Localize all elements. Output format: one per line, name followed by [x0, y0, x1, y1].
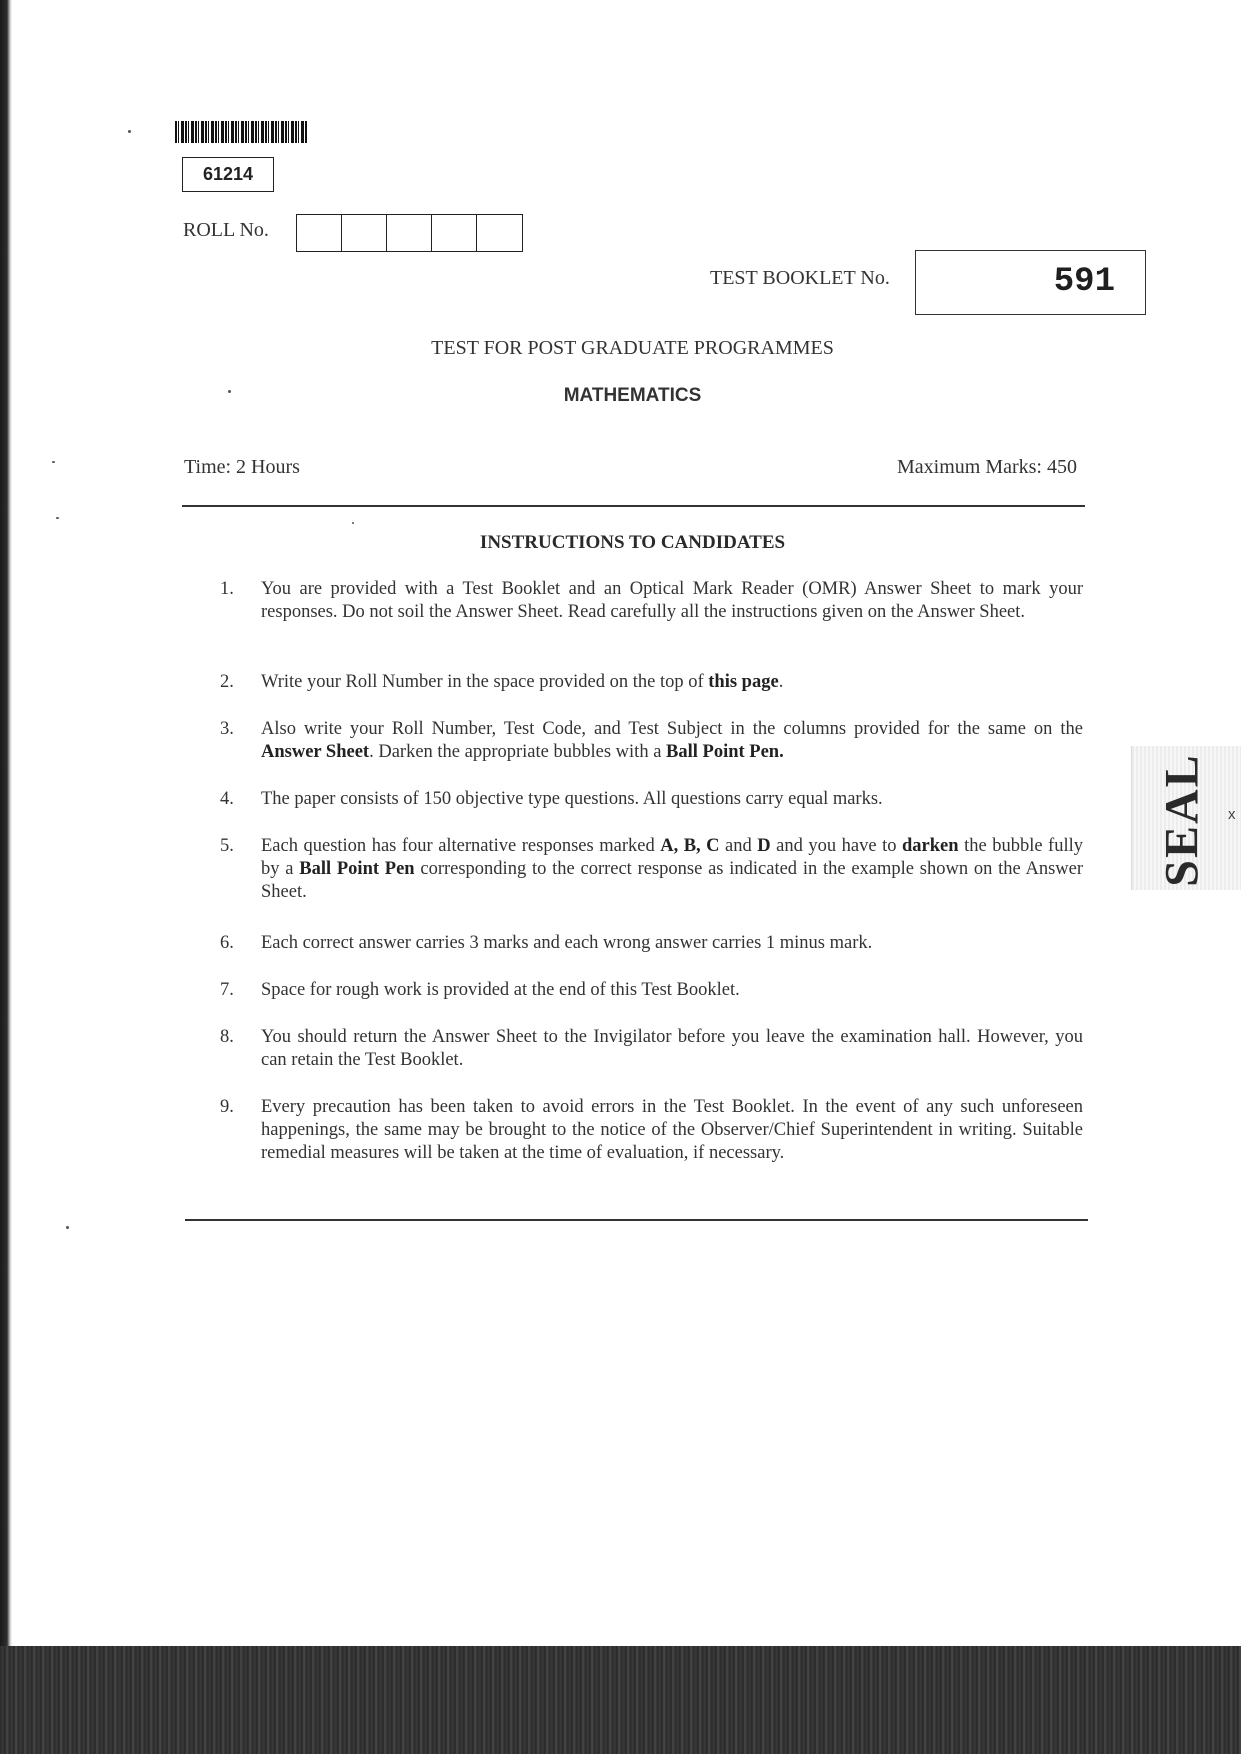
instruction-text: Write your Roll Number in the space provided on the top of this page.	[261, 672, 784, 692]
scan-bottom-strip	[0, 1646, 1241, 1754]
scan-speck	[128, 130, 131, 133]
instruction-item	[220, 932, 1083, 955]
instruction-number: 5.	[220, 836, 234, 856]
divider-bottom	[185, 1219, 1088, 1221]
instruction-item	[220, 979, 1083, 1002]
instruction-number: 8.	[220, 1027, 234, 1047]
instruction-text: Also write your Roll Number, Test Code, and Test Subject in the columns provided for the same on the Answer Sheet. Darken the appropriate bubbles with a Ball Point Pen.	[261, 719, 1083, 762]
seal-mark: x	[1228, 806, 1236, 823]
instruction-item	[220, 1026, 1083, 1072]
paper-code-box: 61214	[182, 157, 274, 192]
instruction-item	[220, 671, 1083, 694]
instruction-number: 1.	[220, 579, 234, 599]
instruction-text: The paper consists of 150 objective type questions. All questions carry equal marks.	[261, 789, 883, 809]
test-booklet-number: 591	[1053, 263, 1115, 301]
roll-digit-box	[387, 215, 432, 251]
instructions-heading: INSTRUCTIONS TO CANDIDATES	[479, 532, 786, 553]
scan-speck	[66, 1226, 69, 1229]
seal-label: SEAL	[1155, 753, 1209, 887]
maximum-marks: Maximum Marks: 450	[897, 456, 1077, 478]
scan-left-edge	[0, 0, 12, 1754]
roll-digit-box	[342, 215, 387, 251]
instruction-text: Each correct answer carries 3 marks and each wrong answer carries 1 minus mark.	[261, 933, 873, 953]
instruction-item	[220, 788, 1083, 811]
test-booklet-label: TEST BOOKLET No.	[710, 267, 890, 289]
instruction-item	[220, 1096, 1083, 1165]
roll-digit-box	[297, 215, 342, 251]
instruction-number: 2.	[220, 672, 234, 692]
instruction-text: Each question has four alternative responses marked A, B, C and D and you have to darken the bubble fully by a Ball Point Pen corresponding to the correct response as indicated in the example shown on the Answer Sheet.	[261, 836, 1084, 902]
test-title: TEST FOR POST GRADUATE PROGRAMMES	[431, 337, 834, 359]
scan-speck	[56, 517, 59, 519]
instruction-number: 6.	[220, 933, 234, 953]
roll-number-label: ROLL No.	[183, 219, 269, 241]
instruction-item	[220, 578, 1083, 624]
scan-speck	[52, 461, 55, 463]
roll-digit-box	[432, 215, 477, 251]
roll-digit-box	[477, 215, 522, 251]
instruction-text: Space for rough work is provided at the end of this Test Booklet.	[261, 980, 740, 1000]
test-booklet-number-box	[915, 250, 1146, 315]
instruction-number: 4.	[220, 789, 234, 809]
instruction-number: 7.	[220, 980, 234, 1000]
subject-title: MATHEMATICS	[563, 385, 702, 406]
instruction-item	[220, 718, 1083, 764]
instruction-number: 3.	[220, 719, 234, 739]
time-allowed: Time: 2 Hours	[184, 456, 300, 478]
divider-top	[182, 505, 1085, 507]
instruction-text: You should return the Answer Sheet to the Invigilator before you leave the examination hall. However, you can retain the Test Booklet.	[261, 1027, 1083, 1070]
scan-speck	[352, 522, 354, 524]
instruction-number: 9.	[220, 1097, 234, 1117]
roll-number-boxes	[296, 214, 523, 252]
instruction-text: You are provided with a Test Booklet and an Optical Mark Reader (OMR) Answer Sheet to mark your responses. Do not soil the Answer Sheet. Read carefully all the instructions given on the Answer Sheet.	[261, 579, 1083, 622]
scan-speck	[228, 390, 231, 393]
instruction-item	[220, 835, 1083, 904]
barcode	[175, 121, 307, 143]
instruction-text: Every precaution has been taken to avoid errors in the Test Booklet. In the event of any such unforeseen happenings, the same may be brought to the notice of the Observer/Chief Superintendent in writing. Suitable remedial measures will be taken at the time of evaluation, if necessary.	[261, 1097, 1083, 1163]
